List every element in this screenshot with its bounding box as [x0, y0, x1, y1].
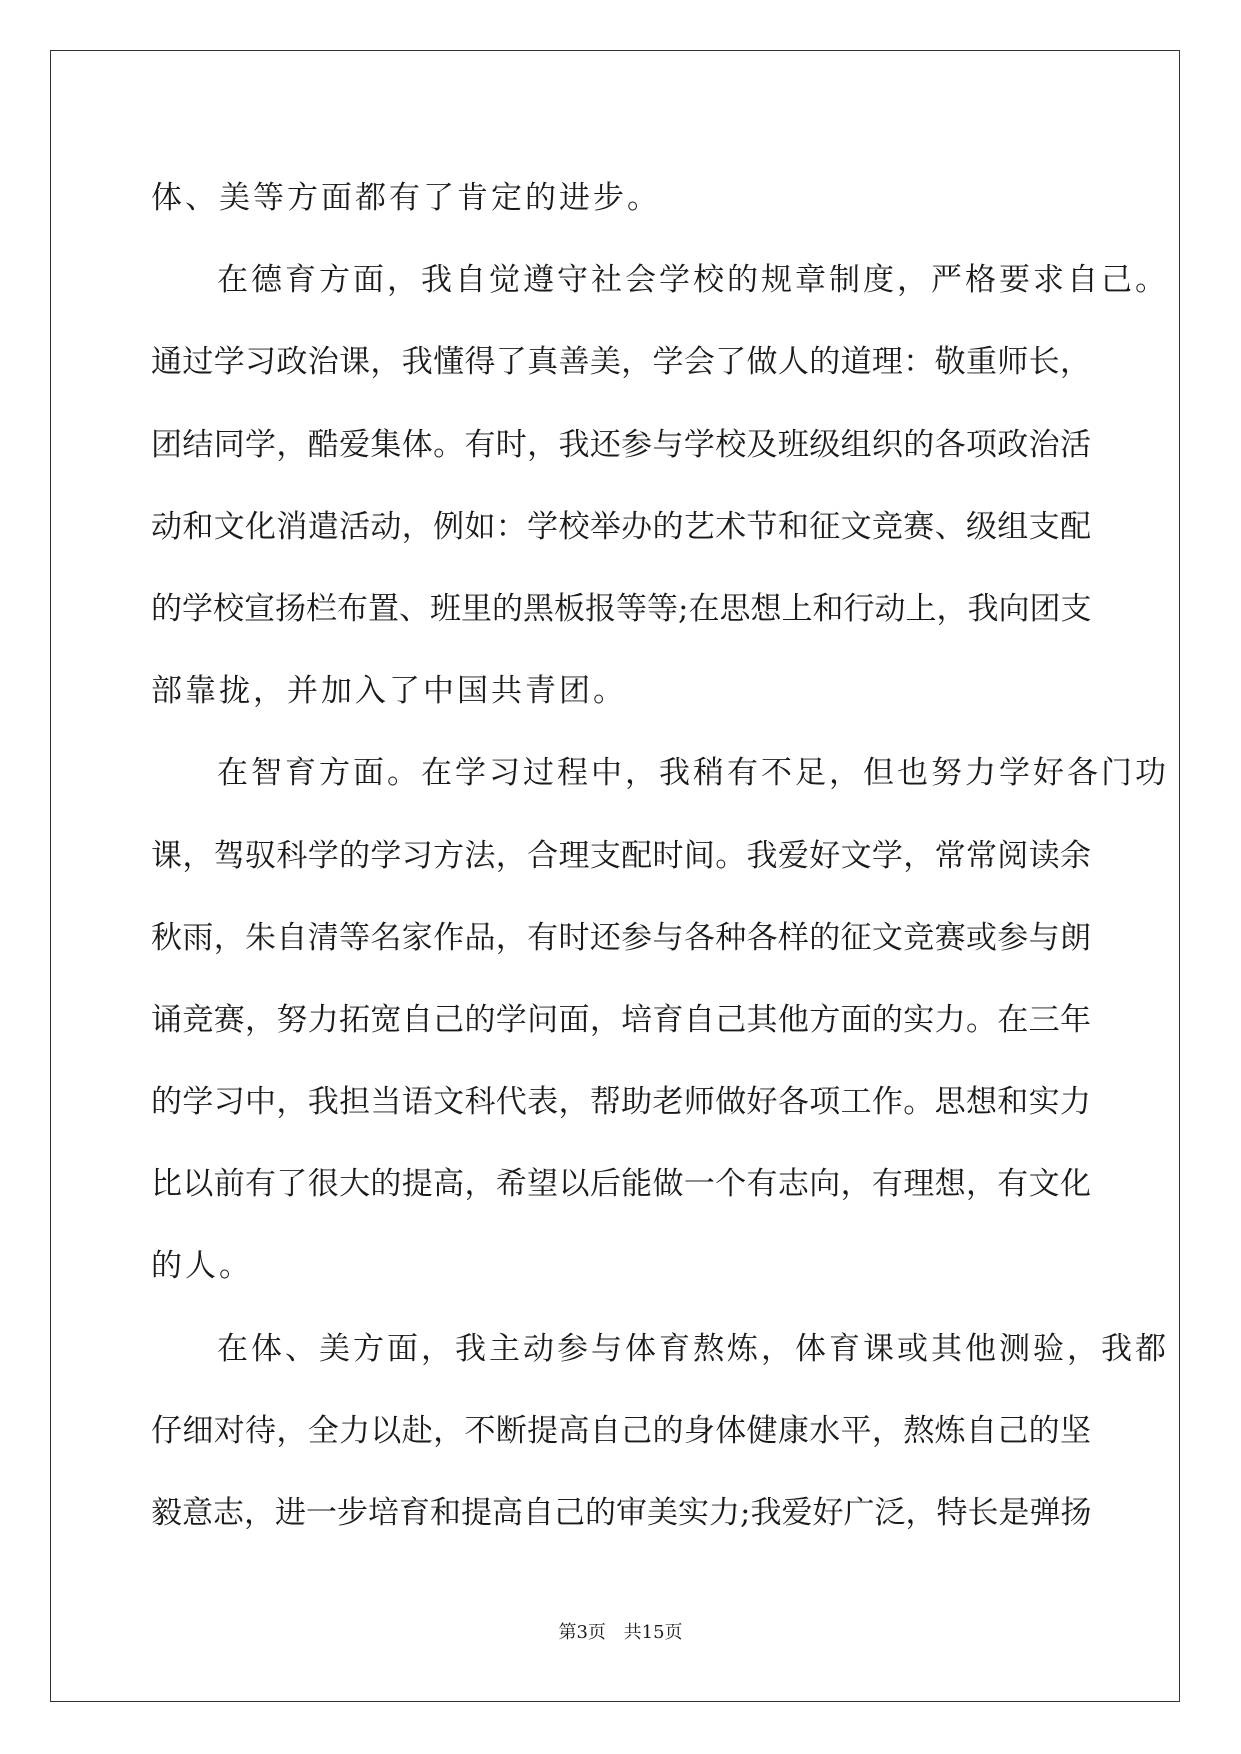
document-body: [151, 157, 1169, 1554]
text-line: 团结同学，酷爱集体。有时，我还参与学校及班级组织的各项政治活: [151, 426, 1091, 463]
text-line: 毅意志，进一步培育和提高自己的审美实力;我爱好广泛，特长是弹扬: [151, 1495, 1092, 1531]
paragraph-start-line: 在德育方面，我自觉遵守社会学校的规章制度，严格要求自己。: [217, 262, 1169, 299]
text-line: 体、美等方面都有了肯定的进步。: [151, 180, 661, 216]
text-line: 的学习中，我担当语文科代表，帮助老师做好各项工作。思想和实力: [151, 1084, 1091, 1121]
page-footer: [0, 1618, 1241, 1644]
text-line: 部靠拢，并加入了中国共青团。: [151, 673, 627, 710]
text-line: 的学校宣扬栏布置、班里的黑板报等等;在思想上和行动上，我向团支: [151, 590, 1092, 627]
text-line: 通过学习政治课，我懂得了真善美，学会了做人的道理：敬重师长，: [151, 344, 1091, 381]
text-line: 秋雨，朱自清等名家作品，有时还参与各种各样的征文竞赛或参与朗: [151, 919, 1091, 956]
text-line: 诵竞赛，努力拓宽自己的学问面，培育自己其他方面的实力。在三年: [151, 1001, 1091, 1038]
page-total: 共15页: [623, 1622, 683, 1643]
text-line: 比以前有了很大的提高，希望以后能做一个有志向，有理想，有文化: [151, 1166, 1091, 1203]
text-line: 的人。: [151, 1248, 253, 1285]
paragraph-start-line: 在体、美方面，我主动参与体育熬炼，体育课或其他测验，我都: [217, 1330, 1169, 1367]
text-line: 动和文化消遣活动，例如：学校举办的艺术节和征文竞赛、级组支配: [151, 508, 1091, 545]
paragraph-start-line: 在智育方面。在学习过程中，我稍有不足，但也努力学好各门功: [217, 755, 1169, 792]
text-line: 课，驾驭科学的学习方法，合理支配时间。我爱好文学，常常阅读余: [151, 837, 1091, 874]
page-number: 第3页: [558, 1622, 606, 1643]
text-line: 仔细对待，全力以赴，不断提高自己的身体健康水平，熬炼自己的坚: [151, 1412, 1091, 1449]
